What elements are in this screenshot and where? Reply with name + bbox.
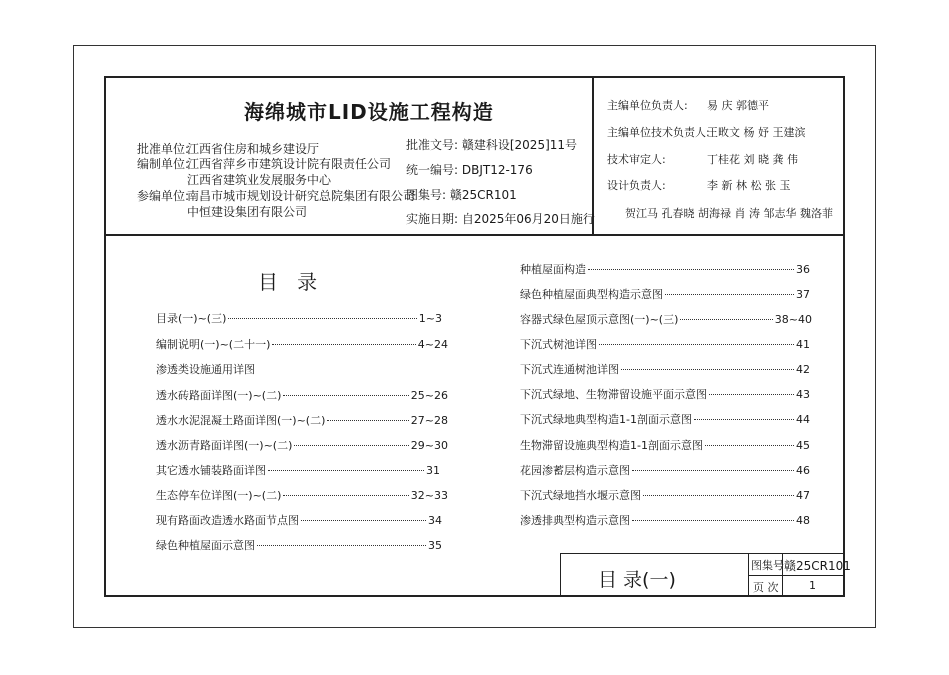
toc-entry[interactable] xyxy=(520,487,810,503)
toc-entry[interactable] xyxy=(520,437,810,453)
toc-entry-page: 35 xyxy=(428,539,442,552)
toc-entry[interactable] xyxy=(520,286,810,302)
toc-entry-page: 36 xyxy=(796,263,810,276)
toc-entry-label: 现有路面改造透水路面节点图 xyxy=(156,514,299,527)
leader-dots xyxy=(632,520,794,521)
leader-dots xyxy=(283,495,408,496)
leader-dots xyxy=(268,470,424,471)
title-block-left-border xyxy=(560,553,561,597)
leader-dots xyxy=(294,445,408,446)
toc-entry[interactable] xyxy=(156,387,448,403)
toc-entry[interactable] xyxy=(520,261,810,277)
toc-entry-label: 透水沥青路面详图(一)~(二) xyxy=(156,439,293,452)
toc-entry[interactable] xyxy=(520,361,810,377)
page-number-label: 页 次 xyxy=(753,581,779,594)
toc-entry-page: 32~33 xyxy=(410,489,448,502)
toc-entry-page: 31 xyxy=(426,464,440,477)
reviewer: 丁桂花 刘 晓 龚 伟 xyxy=(707,153,798,166)
toc-entry-page: 41 xyxy=(796,338,810,351)
toc-entry-page: 45 xyxy=(796,439,810,452)
unified-number: 统一编号: DBJT12-176 xyxy=(406,163,533,177)
title-block-top-border xyxy=(560,553,845,554)
toc-entry-label: 种植屋面构造 xyxy=(520,263,586,276)
toc-entry-page: 34 xyxy=(428,514,442,527)
toc-entry-page: 38~40 xyxy=(774,313,812,326)
toc-entry[interactable] xyxy=(156,512,442,528)
toc-entry-label: 透水水泥混凝土路面详图(一)~(二) xyxy=(156,414,326,427)
leader-dots xyxy=(301,520,426,521)
sheet-title: 目 录(一) xyxy=(598,569,676,591)
toc-entry-label: 绿色种植屋面示意图 xyxy=(156,539,255,552)
page-number-value: 1 xyxy=(809,579,816,592)
approval-document-number: 批准文号: 赣建科设[2025]11号 xyxy=(406,138,578,152)
leader-dots xyxy=(272,344,415,345)
toc-entry[interactable] xyxy=(156,462,440,478)
atlas-number-label: 图集号 xyxy=(751,559,784,572)
participate-unit-2: 中恒建设集团有限公司 xyxy=(187,205,308,219)
toc-entry[interactable] xyxy=(520,411,810,427)
toc-entry[interactable] xyxy=(520,336,810,352)
toc-entry[interactable] xyxy=(156,412,448,428)
toc-entry-page: 1~3 xyxy=(418,312,442,325)
chief-editor: 易 庆 郭德平 xyxy=(707,99,769,112)
toc-entry-label: 花园渗蓄层构造示意图 xyxy=(520,464,630,477)
toc-entry-page: 48 xyxy=(796,514,810,527)
toc-entry[interactable] xyxy=(156,537,442,553)
toc-entry-label: 下沉式绿地、生物滞留设施平面示意图 xyxy=(520,388,707,401)
atlas-number-value: 赣25CR101 xyxy=(784,559,851,573)
designer-label: 设计负责人: xyxy=(607,179,666,192)
toc-entry-label: 生态停车位详图(一)~(二) xyxy=(156,489,282,502)
toc-entry-label: 容器式绿色屋顶示意图(一)~(三) xyxy=(520,313,679,326)
approval-unit-label: 批准单位: xyxy=(137,142,190,156)
toc-entry[interactable] xyxy=(156,437,448,453)
toc-entry[interactable] xyxy=(520,386,810,402)
leader-dots xyxy=(694,419,794,420)
toc-entry-label: 下沉式树池详图 xyxy=(520,338,597,351)
tech-lead: 王畋文 杨 妤 王建滨 xyxy=(707,126,806,139)
members: 贺江马 孔春晓 胡海禄 肖 涛 邹志华 魏洛菲 xyxy=(625,207,833,220)
toc-entry-label: 渗透排典型构造示意图 xyxy=(520,514,630,527)
toc-entry-page: 4~24 xyxy=(417,338,448,351)
leader-dots xyxy=(599,344,794,345)
toc-entry[interactable] xyxy=(156,310,442,326)
leader-dots xyxy=(257,545,426,546)
leader-dots xyxy=(621,369,794,370)
reviewer-label: 技术审定人: xyxy=(607,153,666,166)
toc-entry-label: 透水砖路面详图(一)~(二) xyxy=(156,389,282,402)
compile-unit-1: 江西省萍乡市建筑设计院有限责任公司 xyxy=(187,157,392,171)
toc-entry-page: 44 xyxy=(796,413,810,426)
leader-dots xyxy=(643,495,794,496)
document-title: 海绵城市LID设施工程构造 xyxy=(244,100,494,124)
tech-lead-label: 主编单位技术负责人: xyxy=(607,126,710,139)
effective-date: 实施日期: 自2025年06月20日施行 xyxy=(406,212,595,226)
approval-unit: 江西省住房和城乡建设厅 xyxy=(187,142,320,156)
leader-dots xyxy=(665,294,794,295)
toc-entry-label: 下沉式绿地挡水堰示意图 xyxy=(520,489,641,502)
toc-entry-label: 其它透水铺装路面详图 xyxy=(156,464,266,477)
header-bottom-divider xyxy=(104,234,845,236)
toc-entry-page: 27~28 xyxy=(410,414,448,427)
leader-dots xyxy=(588,269,794,270)
toc-entry-label: 下沉式连通树池详图 xyxy=(520,363,619,376)
atlas-number: 图集号: 赣25CR101 xyxy=(406,188,517,202)
toc-entry-label: 生物滞留设施典型构造1-1剖面示意图 xyxy=(520,439,703,452)
title-block-row-divider xyxy=(748,575,845,576)
toc-entry-page: 47 xyxy=(796,489,810,502)
toc-section-heading: 渗透类设施通用详图 xyxy=(156,363,255,376)
leader-dots xyxy=(705,445,794,446)
toc-entry-page: 37 xyxy=(796,288,810,301)
toc-entry[interactable] xyxy=(156,336,448,352)
toc-entry-label: 下沉式绿地典型构造1-1剖面示意图 xyxy=(520,413,692,426)
toc-entry-page: 43 xyxy=(796,388,810,401)
toc-entry[interactable] xyxy=(520,512,810,528)
toc-entry-label: 目录(一)~(三) xyxy=(156,312,227,325)
leader-dots xyxy=(680,319,772,320)
toc-entry-page: 42 xyxy=(796,363,810,376)
compile-unit-label: 编制单位: xyxy=(137,157,190,171)
designer: 李 新 林 松 张 玉 xyxy=(707,179,791,192)
leader-dots xyxy=(283,395,408,396)
toc-entry-page: 25~26 xyxy=(410,389,448,402)
leader-dots xyxy=(709,394,794,395)
toc-entry-page: 46 xyxy=(796,464,810,477)
toc-entry-page: 29~30 xyxy=(410,439,448,452)
leader-dots xyxy=(632,470,794,471)
toc-entry[interactable] xyxy=(520,311,812,327)
toc-entry-label: 编制说明(一)~(二十一) xyxy=(156,338,271,351)
compile-unit-2: 江西省建筑业发展服务中心 xyxy=(187,173,332,187)
toc-heading: 目 录 xyxy=(258,270,318,294)
toc-entry[interactable] xyxy=(156,487,448,503)
participate-unit-1: 南昌市城市规划设计研究总院集团有限公司 xyxy=(187,189,416,203)
toc-entry[interactable] xyxy=(520,462,810,478)
toc-entry-label: 绿色种植屋面典型构造示意图 xyxy=(520,288,663,301)
leader-dots xyxy=(228,318,416,319)
participate-unit-label: 参编单位: xyxy=(137,189,190,203)
chief-editor-label: 主编单位负责人: xyxy=(607,99,688,112)
leader-dots xyxy=(327,420,408,421)
